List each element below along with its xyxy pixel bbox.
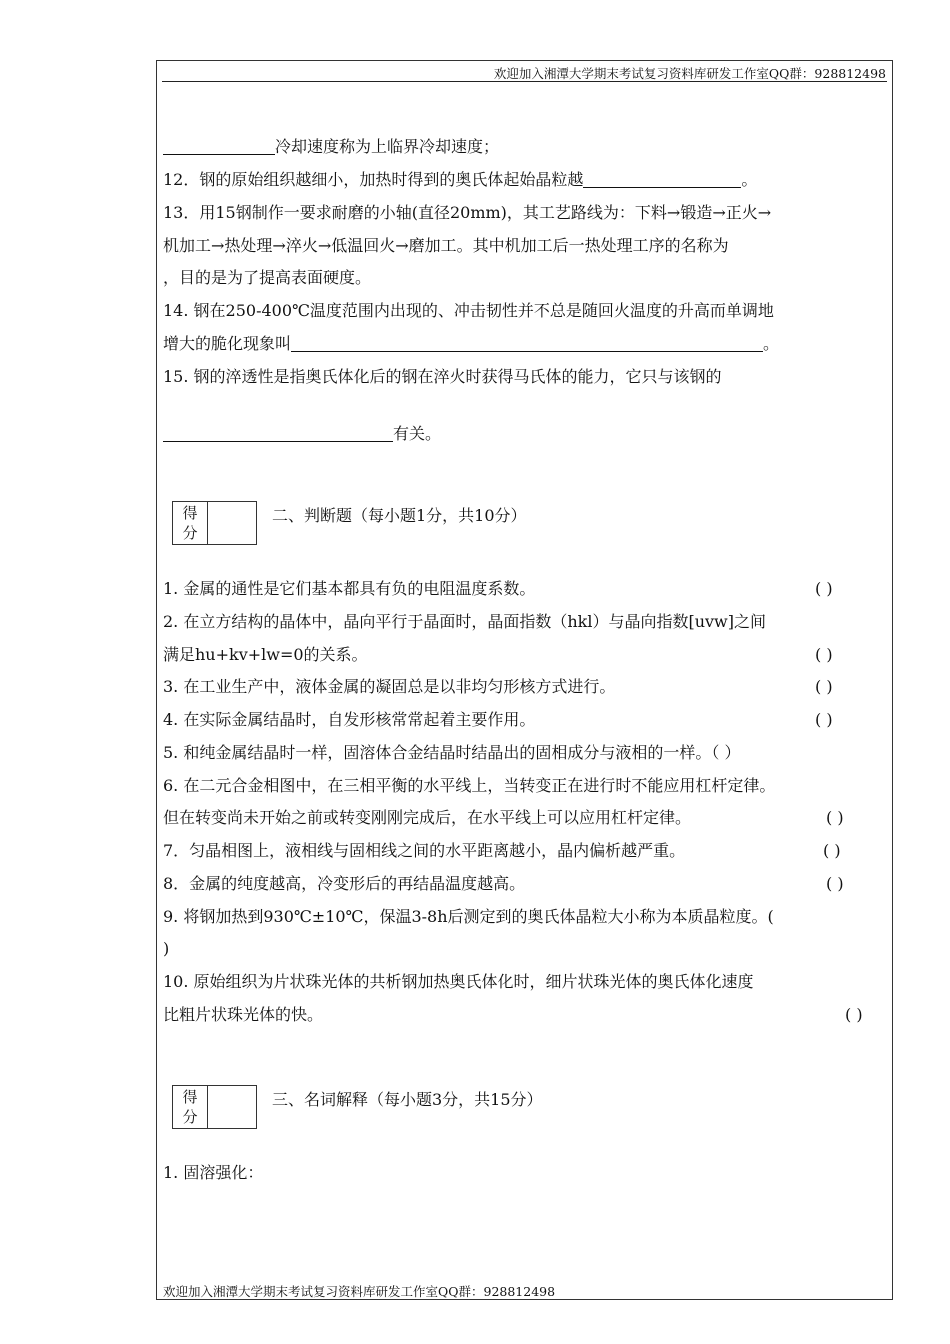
question-15-line-1: 15. 钢的淬透性是指奥氏体化后的钢在淬火时获得马氏体的能力，它只与该钢的: [163, 367, 722, 386]
answer-blank[interactable]: [583, 171, 741, 188]
footer-text: 欢迎加入湘潭大学期末考试复习资料库研发工作室QQ群：928812498: [163, 1284, 556, 1299]
answer-paren[interactable]: ( ): [826, 874, 844, 893]
answer-paren[interactable]: ( ): [815, 677, 833, 696]
judge-question-10-line-2: 比粗片状珠光体的快。: [163, 1005, 324, 1024]
judge-question-9-line-1: 9. 将钢加热到930℃±10℃，保温3-8h后测定到的奥氏体晶粒大小称为本质晶粒度。(: [163, 907, 774, 926]
score-input[interactable]: [208, 1086, 256, 1128]
judge-question-6-line-2: 但在转变尚未开始之前或转变刚刚完成后，在水平线上可以应用杠杆定律。: [163, 808, 692, 827]
judge-question-4: 4. 在实际金属结晶时，自发形核常常起着主要作用。: [163, 710, 536, 729]
judge-question-2-line-2: 满足hu+kv+lw=0的关系。: [163, 645, 368, 664]
judge-question-7: 7．匀晶相图上，液相线与固相线之间的水平距离越小，晶内偏析越严重。: [163, 841, 686, 860]
question-11-tail: 冷却速度称为上临界冷却速度；: [163, 137, 499, 157]
judge-question-6-line-1: 6. 在二元合金相图中，在三相平衡的水平线上，当转变正在进行时不能应用杠杆定律。: [163, 776, 776, 795]
score-label: 得 分: [173, 1086, 208, 1128]
judge-question-3: 3. 在工业生产中，液体金属的凝固总是以非均匀形核方式进行。: [163, 677, 616, 696]
term-question-1: 1. 固溶强化：: [163, 1163, 264, 1182]
answer-paren[interactable]: ( ): [815, 645, 833, 664]
answer-paren[interactable]: ( ): [826, 808, 844, 827]
score-label: 得 分: [173, 502, 208, 544]
answer-paren[interactable]: ( ): [815, 710, 833, 729]
answer-paren[interactable]: ( ): [845, 1005, 863, 1024]
answer-blank[interactable]: [163, 425, 393, 442]
judge-question-1: 1. 金属的通性是它们基本都具有负的电阻温度系数。: [163, 579, 536, 598]
answer-blank[interactable]: [291, 335, 763, 352]
question-12: 12．钢的原始组织越细小，加热时得到的奥氏体起始晶粒越 。: [163, 170, 758, 189]
answer-paren[interactable]: ( ): [823, 841, 841, 860]
judge-question-2-line-1: 2. 在立方结构的晶体中，晶向平行于晶面时，晶面指数（hkl）与晶向指数[uvw]之间: [163, 612, 766, 631]
answer-paren[interactable]: ( ): [815, 579, 833, 598]
header-rule: [162, 81, 887, 82]
question-15-line-2: 有关。: [163, 424, 441, 444]
section-2-title: 二、判断题（每小题1分，共10分）: [272, 506, 527, 525]
judge-question-5: 5. 和纯金属结晶时一样，固溶体合金结晶时结晶出的固相成分与液相的一样。（ ）: [163, 743, 741, 762]
judge-question-8: 8．金属的纯度越高，冷变形后的再结晶温度越高。: [163, 874, 526, 893]
question-14-line-1: 14. 钢在250-400℃温度范围内出现的、冲击韧性并不总是随回火温度的升高而单调地: [163, 301, 774, 320]
score-box-section-2: [172, 501, 257, 545]
question-13-line-1: 13．用15钢制作一要求耐磨的小轴(直径20mm)，其工艺路线为：下料→锻造→正火→: [163, 203, 772, 222]
header-text: 欢迎加入湘潭大学期末考试复习资料库研发工作室QQ群：928812498: [493, 66, 886, 81]
question-13-line-2: 机加工→热处理→淬火→低温回火→磨加工。其中机加工后一热处理工序的名称为: [163, 236, 729, 255]
section-3-title: 三、名词解释（每小题3分，共15分）: [272, 1090, 543, 1109]
question-14-line-2: 增大的脆化现象叫 。: [163, 334, 780, 353]
score-input[interactable]: [208, 502, 256, 544]
question-13-line-3: ，目的是为了提高表面硬度。: [163, 268, 372, 287]
score-box-section-3: [172, 1085, 257, 1129]
judge-question-10-line-1: 10. 原始组织为片状珠光体的共析钢加热奥氏体化时，细片状珠光体的奥氏体化速度: [163, 972, 754, 991]
answer-blank[interactable]: [163, 138, 275, 155]
judge-question-9-line-2: ): [163, 939, 170, 958]
